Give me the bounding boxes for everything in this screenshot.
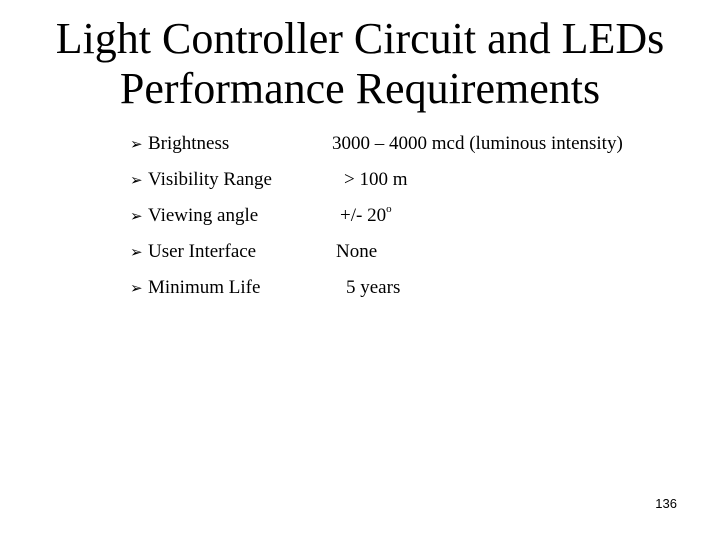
slide-title-line-2: Performance Requirements — [119, 64, 601, 113]
requirement-label: User Interface — [148, 241, 257, 262]
slide-title — [0, 14, 720, 114]
degree-superscript: o — [386, 202, 392, 215]
page-number: 136 — [655, 496, 677, 511]
requirement-label: Visibility Range — [148, 169, 272, 190]
arrow-bullet-icon: ➢ — [130, 171, 143, 189]
requirement-value — [340, 204, 392, 228]
arrow-bullet-icon: ➢ — [130, 135, 143, 153]
requirement-value: 3000 – 4000 mcd (luminous intensity) — [332, 133, 623, 154]
arrow-bullet-icon: ➢ — [130, 243, 143, 261]
requirement-value-text: +/- 20 — [340, 205, 387, 226]
requirement-value: None — [336, 241, 378, 262]
requirement-value: > 100 m — [344, 169, 408, 190]
requirement-label: Viewing angle — [148, 205, 259, 226]
slide-title-line-1: Light Controller Circuit and LEDs — [55, 14, 665, 63]
arrow-bullet-icon: ➢ — [130, 207, 143, 225]
requirement-label: Brightness — [148, 133, 230, 154]
arrow-bullet-icon: ➢ — [130, 279, 143, 297]
requirement-label: Minimum Life — [148, 277, 261, 298]
requirement-value: 5 years — [346, 277, 401, 298]
